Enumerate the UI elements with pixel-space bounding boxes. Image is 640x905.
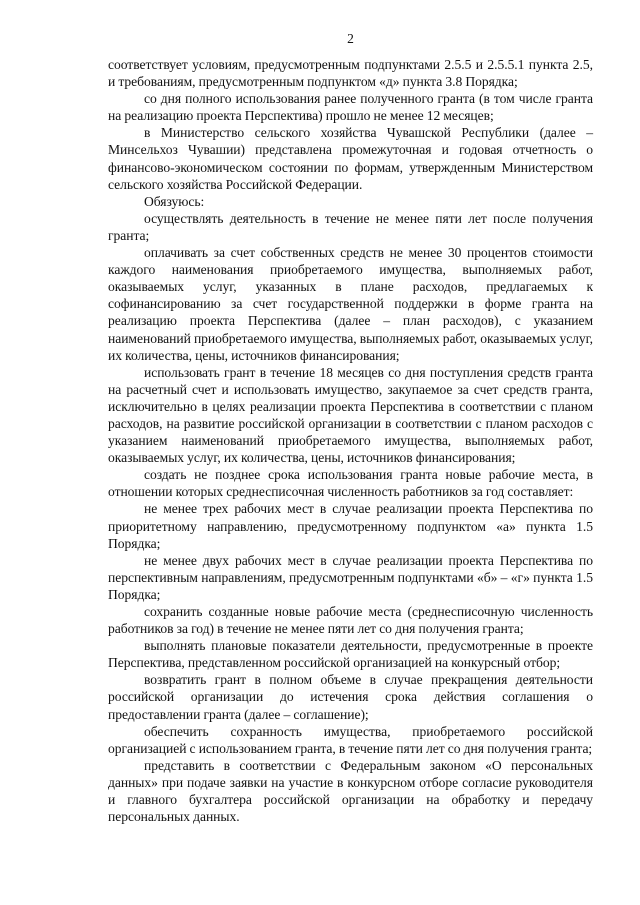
paragraph-own-funds: оплачивать за счет собственных средств не менее 30 процентов стоимости каждого наименования приобретаемого имущества, выполняемых работ, оказываемых услуг, указанных в плане расходов, предлагаемых к софинансированию за счет государственной поддержки в форме гранта на реализацию проекта Перспектива (далее – план расходов), с указанием наименований приобретаемого имущества, выполняемых работ, оказываемых услуг, их количества, цены, источников финансирования; <box>108 245 593 363</box>
paragraph-two-jobs: не менее двух рабочих мест в случае реализации проекта Перспектива по перспективным направлениям, предусмотренным подпунктами «б» – «г» пункта 1.5 Порядка; <box>108 552 593 602</box>
paragraph-activity-duration: осуществлять деятельность в течение не менее пяти лет после получения гранта; <box>108 210 593 243</box>
paragraph-personal-data: представить в соответствии с Федеральным законом «О персональных данных» при подаче заявки на участие в конкурсном отборе согласие руководителя и главного бухгалтера российской организации на обработку и передачу персональных данных. <box>108 757 593 825</box>
paragraph-grant-usage: использовать грант в течение 18 месяцев со дня поступления средств гранта на расчетный счет и использовать имущество, закупаемое за счет средств гранта, исключительно в целях реализации проекта Перспектива в соответствии с планом расходов, на развитие российской организации в соответствии с планом расходов с указанием наименований приобретаемого имущества, выполняемых работ, оказываемых услуг, их количества, цены, источников финансирования; <box>108 364 593 466</box>
paragraph-reporting: в Министерство сельского хозяйства Чувашской Республики (далее – Минсельхоз Чувашии) представлена промежуточная и годовая отчетность о финансово-экономическом состоянии по формам, утвержденным Министерством сельского хозяйства Российской Федерации. <box>108 125 593 192</box>
paragraph-three-jobs: не менее трех рабочих мест в случае реализации проекта Перспектива по приоритетному направлению, предусмотренному подпунктом «а» пункта 1.5 Порядка; <box>108 501 593 551</box>
paragraph-new-jobs: создать не позднее срока использования гранта новые рабочие места, в отношении которых среднесписочная численность работников за год составляет: <box>108 467 593 500</box>
paragraph-conditions-compliance: соответствует условиям, предусмотренным подпунктами 2.5.5 и 2.5.5.1 пункта 2.5, и требованиям, предусмотренным подпунктом «д» пункта 3.8 Порядка; <box>108 57 593 90</box>
paragraph-obligations-heading: Обязуюсь: <box>144 193 205 209</box>
paragraph-return-grant: возвратить грант в полном объеме в случае прекращения деятельности российской организации до истечения срока действия соглашения о предоставлении гранта (далее – соглашение); <box>108 672 593 722</box>
paragraph-property-safety: обеспечить сохранность имущества, приобретаемого российской организацией с использованием гранта, в течение пяти лет со дня получения гранта; <box>108 723 593 756</box>
paragraph-plan-indicators: выполнять плановые показатели деятельности, предусмотренные в проекте Перспектива, представленном российской организацией на конкурсный отбор; <box>108 638 593 671</box>
paragraph-keep-jobs: сохранить созданные новые рабочие места (среднесписочную численность работников за год) в течение не менее пяти лет со дня получения гранта; <box>108 604 593 637</box>
document-page <box>108 30 593 825</box>
paragraph-previous-grant: со дня полного использования ранее полученного гранта (в том числе гранта на реализацию проекта Перспектива) прошло не менее 12 месяцев; <box>108 91 593 124</box>
page-number: 2 <box>347 31 354 46</box>
